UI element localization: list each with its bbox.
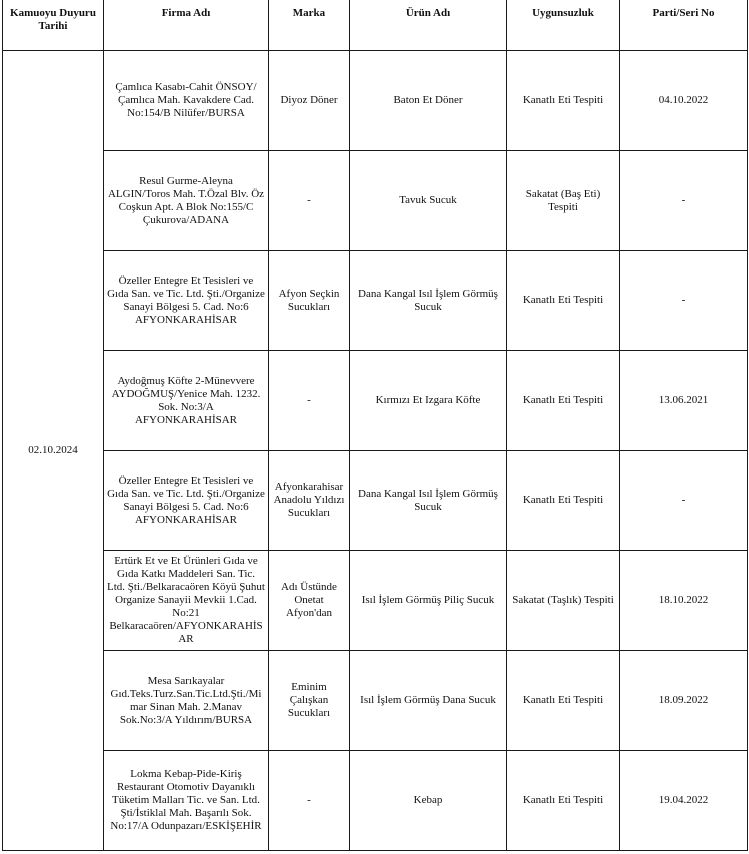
product-cell: Kebap <box>350 751 507 851</box>
table-row <box>3 351 748 451</box>
lot-cell: - <box>620 451 748 551</box>
lot-cell: - <box>620 251 748 351</box>
product-cell: Baton Et Döner <box>350 51 507 151</box>
table-row <box>3 751 748 851</box>
issue-cell: Kanatlı Eti Tespiti <box>507 51 620 151</box>
firm-cell: Özeller Entegre Et Tesisleri ve Gıda San. ve Tic. Ltd. Şti./Organize Sanayi Bölgesi 5. Cad. No:6 AFYONKARAHİSAR <box>104 451 269 551</box>
table-header <box>3 0 748 51</box>
header-brand: Marka <box>269 0 350 51</box>
product-cell: Dana Kangal Isıl İşlem Görmüş Sucuk <box>350 251 507 351</box>
brand-cell: Afyon Seçkin Sucukları <box>269 251 350 351</box>
issue-cell: Kanatlı Eti Tespiti <box>507 451 620 551</box>
lot-cell: 04.10.2022 <box>620 51 748 151</box>
brand-cell: Afyonkarahisar Anadolu Yıldızı Sucukları <box>269 451 350 551</box>
table-row <box>3 651 748 751</box>
brand-cell: - <box>269 351 350 451</box>
firm-cell: Aydoğmuş Köfte 2-Münevvere AYDOĞMUŞ/Yenice Mah. 1232. Sok. No:3/A AFYONKARAHİSAR <box>104 351 269 451</box>
product-cell: Tavuk Sucuk <box>350 151 507 251</box>
lot-cell: - <box>620 151 748 251</box>
product-cell: Isıl İşlem Görmüş Piliç Sucuk <box>350 551 507 651</box>
table-row <box>3 151 748 251</box>
firm-cell: Çamlıca Kasabı-Cahit ÖNSOY/Çamlıca Mah. Kavakdere Cad. No:154/B Nilüfer/BURSA <box>104 51 269 151</box>
firm-cell: Lokma Kebap-Pide-Kiriş Restaurant Otomotiv Dayanıklı Tüketim Malları Tic. ve San. Ltd. Şti/İstiklal Mah. Başarılı Sok. No:17/A Odunpazarı/ESKİŞEHİR <box>104 751 269 851</box>
table-row <box>3 551 748 651</box>
product-cell: Kırmızı Et Izgara Köfte <box>350 351 507 451</box>
header-row <box>3 0 748 51</box>
product-cell: Isıl İşlem Görmüş Dana Sucuk <box>350 651 507 751</box>
table-row <box>3 51 748 151</box>
issue-cell: Kanatlı Eti Tespiti <box>507 651 620 751</box>
brand-cell: - <box>269 151 350 251</box>
issue-cell: Sakatat (Taşlık) Tespiti <box>507 551 620 651</box>
header-product: Ürün Adı <box>350 0 507 51</box>
lot-cell: 13.06.2021 <box>620 351 748 451</box>
brand-cell: Eminim Çalışkan Sucukları <box>269 651 350 751</box>
header-firm: Firma Adı <box>104 0 269 51</box>
issue-cell: Kanatlı Eti Tespiti <box>507 351 620 451</box>
firm-cell: Özeller Entegre Et Tesisleri ve Gıda San. ve Tic. Ltd. Şti./Organize Sanayi Bölgesi 5. Cad. No:6 AFYONKARAHİSAR <box>104 251 269 351</box>
recall-table <box>2 0 748 851</box>
table-row <box>3 451 748 551</box>
lot-cell: 18.10.2022 <box>620 551 748 651</box>
issue-cell: Kanatlı Eti Tespiti <box>507 251 620 351</box>
firm-cell: Mesa Sarıkayalar Gıd.Teks.Turz.San.Tic.Ltd.Şti./Mimar Sinan Mah. 2.Manav Sok.No:3/A Yıldırım/BURSA <box>104 651 269 751</box>
issue-cell: Kanatlı Eti Tespiti <box>507 751 620 851</box>
brand-cell: Diyoz Döner <box>269 51 350 151</box>
issue-cell: Sakatat (Baş Eti) Tespiti <box>507 151 620 251</box>
brand-cell: - <box>269 751 350 851</box>
header-lot: Parti/Seri No <box>620 0 748 51</box>
header-date: Kamuoyu Duyuru Tarihi <box>3 0 104 51</box>
announcement-date-cell: 02.10.2024 <box>3 51 104 851</box>
lot-cell: 18.09.2022 <box>620 651 748 751</box>
firm-cell: Resul Gurme-Aleyna ALGIN/Toros Mah. T.Özal Blv. Öz Coşkun Apt. A Blok No:155/C Çukurova/ADANA <box>104 151 269 251</box>
header-issue: Uygunsuzluk <box>507 0 620 51</box>
table-body <box>3 51 748 851</box>
brand-cell: Adı Üstünde Onetat Afyon'dan <box>269 551 350 651</box>
firm-cell: Ertürk Et ve Et Ürünleri Gıda ve Gıda Katkı Maddeleri San. Tic. Ltd. Şti./Belkaracaören Köyü Şuhut Organize Sanayii Mevkii 1.Cad. No:21 Belkaracaören/AFYONKARAHİSAR <box>104 551 269 651</box>
lot-cell: 19.04.2022 <box>620 751 748 851</box>
product-cell: Dana Kangal Isıl İşlem Görmüş Sucuk <box>350 451 507 551</box>
table-row <box>3 251 748 351</box>
